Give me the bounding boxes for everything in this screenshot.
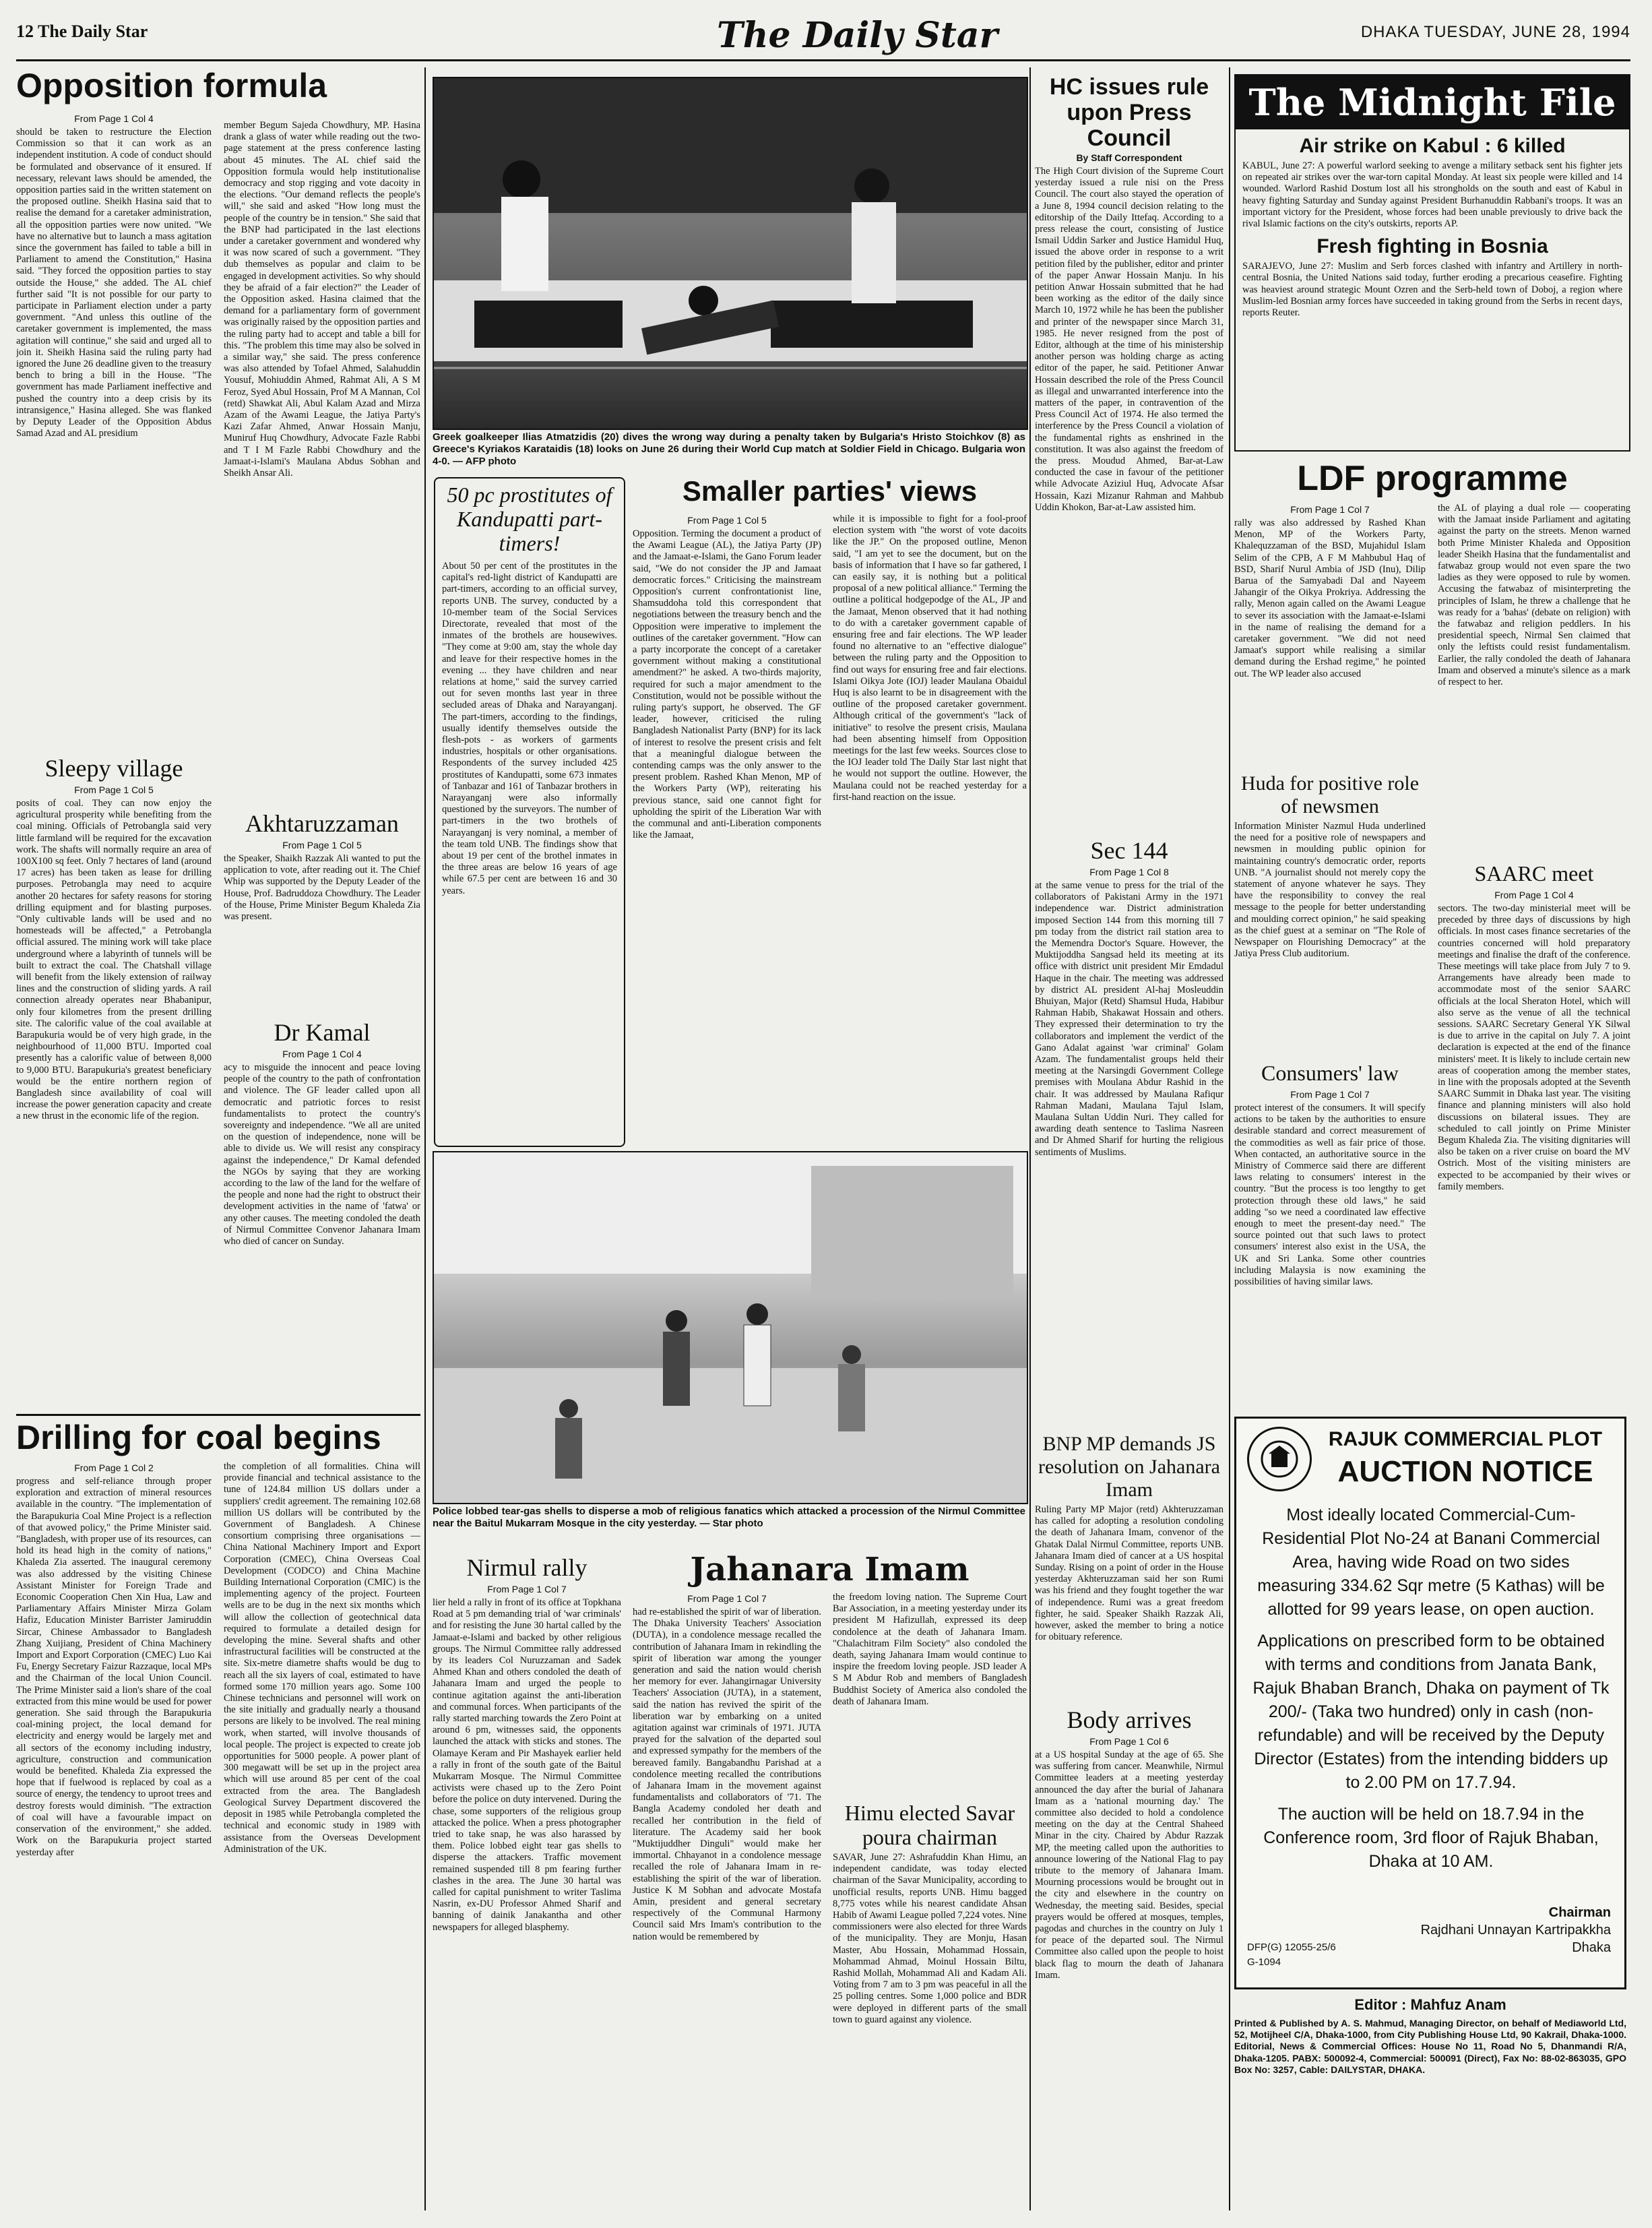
street-photo: [433, 1151, 1028, 1504]
ad-para3: The auction will be held on 18.7.94 in the Conference room, 3rd floor of Rajuk Bhaban, Dhaka at 10 AM.: [1263, 1805, 1599, 1871]
body-arrives-byline: From Page 1 Col 6: [1089, 1736, 1169, 1747]
body-arrives-headline: Body arrives: [1067, 1706, 1192, 1733]
ad-para2: Applications on prescribed form to be obtained with terms and conditions from Janata Bank, Rajuk Bhaban Branch, Dhaka on payment of Tk 200/- (Taka two hundred) only in cash (non-refundable) and will be received by the Deputy Director (Estates) from the intending bidders up to 2.00 PM on 17.7.94.: [1252, 1632, 1610, 1792]
ad-para1: Most ideally located Commercial-Cum-Residential Plot No-24 at Banani Commercial Area, having wide Road on two sides measuring 334.62 Sqr metre (5 Kathas) will be allotted for 99 years lease, on open auction.: [1257, 1506, 1605, 1619]
bnp-article: [1035, 1430, 1224, 1700]
smaller-col2: [833, 514, 1027, 1144]
consumers-headline: Consumers' law: [1261, 1061, 1399, 1085]
hc-text: The High Court division of the Supreme Court yesterday issued a rule nisi on the Press Council. The court also stayed the operation of a June 8, 1994 council decision relating to the editorship of the Daily Ittefaq. According to a press release the court, consisting of Justice Ismail Uddin Sarker and Justice Hamidul Huq, issued the above order in response to a writ petition filed by the publisher, editor and printer of the paper Anwar Hossain Manju. In his petition Anwar Hossain submitted that he had been working as the editor of the daily since March 10, 1972 while he has been the publisher and printer of the newspaper since March 31, 1985. He never resigned from the post of Editor, although at the time of his ministership another person was holding charge as acting editor of the paper, he said. Petitioner Anwar Hossain described the role of the Press Council as illegal and unwarranted interference into the matters of the paper, in contravention of the Press Council Act of 1974. He also termed the interference by the Press Council a violation of the fundamental rights as enshrined in the constitution. It was also against the freedom of the press. Moudud Ahmed, Bar-at-Law conducted the case in favour of the petitioner while Advocate Aziziul Huq, Advocate Afsar Hossain, Kazi Mizanur Rahman and Mahbub Uddin Khokon, Bar-at-Law assisted him.: [1035, 166, 1224, 513]
hc-headline: HC issues rule upon Press Council: [1049, 74, 1209, 151]
dr-kamal-article: [224, 1016, 420, 1407]
nirmul-byline: From Page 1 Col 7: [487, 1584, 567, 1595]
ldf-col1: [1234, 503, 1426, 766]
bnp-headline: BNP MP demands JS resolution on Jahanara Imam: [1038, 1433, 1220, 1501]
sec144-article: [1035, 834, 1224, 1427]
jahanara-byline: From Page 1 Col 7: [687, 1593, 767, 1604]
kabul-text: KABUL, June 27: A powerful warlord seeking to avenge a military setback sent his fighter jets on repeated air strikes over the war-torn capital Monday. At least six people were killed and 14 wounded. Warlord Rashid Dostum lost all his strongholds on the south and east of Kabul in heavy fighting Saturday and Sunday against President Burhanuddin Rabbani's troops. It was an important victory for the President, whose forces had been unable previously to drive back the rival Islamic factions on the city's outskirts, reports AP.: [1242, 160, 1622, 230]
imprint-text: Printed & Published by A. S. Mahmud, Managing Director, on behalf of Mediaworld Ltd, 52, Motijheel C/A, Dhaka-1000, from City Publishing House Ltd, 90 Kakrail, Dhaka-1000. Editorial, News & Commercial Offices: House No 11, Road No 5, Dhanmandi R/A, Dhaka-1205. PABX: 500092-4, Commercial: 500091 (Direct), Fax No: 88-02-863035, GPO Box No: 3257, Cable: DAILYSTAR, DHAKA.: [1234, 2018, 1626, 2075]
drilling-text-col2: the completion of all formalities. China will provide financial and technical assistance to the tune of 124.84 million US dollars under a suppliers' credit agreement. The remaining 102.68 million US dollars will be contributed by the Government of Bangladesh. A Chinese consortium comprising three organisations — China National Machinery Import and Export Corporation (CMEC), China Overseas Coal Development (CODCO) and China Machine Building International Corporation (CMIC) is the implementing agency of the project. Fourteen wells are to be dug in the next six months which will allow the collection of geotechnical data required to formulate a detailed design for developing the mine. Several shafts and other infrastructural facilities will be constructed at the site. Six-metre diametre shafts would be dug to reach all the six layers of coal, estimated to have formed some 170 million years ago. Some 100 Chinese technicians and personnel will work on the site initially and gradually nearly a thousand persons are likely to be involved. The real mining work, when started, will involve thousands of local people. The project is expected to create job opportunities for 5000 people. A power plant of 300 megawatt will be set up in the project area which will use around 85 per cent of the coal extracted from the area. The Bangladesh Geological Survey Department discovered the deposit in 1985 while Petrobangla completed the technical and economic study in 1989 with assistance from the Overseas Development Administration of the UK.: [224, 1461, 420, 1855]
newspaper-page: [16, 12, 1630, 2216]
opposition-col1: [16, 112, 212, 752]
column-rule: [1029, 67, 1031, 2210]
consumers-byline: From Page 1 Col 7: [1290, 1089, 1370, 1100]
jahanara-col1: [633, 1592, 821, 2212]
consumers-text: protect interest of the consumers. It will specify actions to be taken by the authorities to ensure desirable standard and correct measurement of the commodities as well as fair price of those. When contacted, an authoritative source in the Ministry of Commerce said there are different laws relating to consumers' interest in the country. "But the process is too lengthy to get protection through these old laws," he said adding "so we need a coordinated law effective enough to meet the present-day need." The source pointed out that such laws to protect consumers' interest also exist in the USA, the UK and Sri Lanka. Some other countries including Malaysia is now examining the possibilities of having similar laws.: [1234, 1103, 1426, 1288]
ad-body: [1252, 1504, 1610, 1874]
sleepy-village-article: [16, 752, 212, 1406]
masthead: [16, 12, 1630, 61]
sec144-headline: Sec 144: [1090, 837, 1168, 864]
ldf-col2: [1438, 503, 1630, 853]
page-number-left: 12 The Daily Star: [16, 22, 148, 41]
ldf-text-col1: rally was also addressed by Rashed Khan Menon, MP of the Workers Party, Khalequzzaman of the BSD, Mujahidul Islam Selim of the CPB, A F M Mahbubul Haq of BSD, Sharif Nurul Ambia of JSD (Inu), Dilip Barua of the Samyabadi Dal and Nayeem Jahangir of the Oikya Prokriya. Addressing the rally, Menon again called on the Awami League to sever its association with the Jamaat-e-Islami in the name of realising the demand for a caretaker government. "We did not need Jamaat's support while realising a similar demand during the Ershad regime," he pointed out. The WP leader also accused: [1234, 518, 1426, 679]
nirmul-article: [433, 1551, 621, 2212]
midnight-file-box: [1234, 74, 1630, 452]
saarc-article: [1438, 857, 1630, 1407]
smaller-headline: Smaller parties' views: [682, 477, 978, 507]
nirmul-headline: Nirmul rally: [466, 1554, 587, 1581]
drilling-headline-box: [16, 1419, 420, 1457]
ldf-byline: From Page 1 Col 7: [1290, 504, 1370, 515]
paper-title: The Daily Star: [717, 15, 998, 56]
ldf-headline-box: [1234, 460, 1630, 499]
huda-article: [1234, 770, 1426, 1053]
saarc-byline: From Page 1 Col 4: [1494, 890, 1574, 900]
opposition-text-col2: member Begum Sajeda Chowdhury, MP. Hasina drank a glass of water while reading out the two-page statement at the press conference lasting about 45 minutes. The AL chief said the Opposition formula would help institutionalise democracy and stop rigging and vote dacoity in the elections. "Our demand reflects the people's will," she said and asked "How long must the people of the country be in tension." She said that the BNP had participated in the last elections under a caretaker government and wondered why it was now scared of such a government. "They dub themselves as popular and claim to be engaged in development activities. So why should they be afraid of a fair election?" the Leader of the Opposition asked. Hasina claimed that the demand for a parliamentary form of government was originally raised by the opposition parties and the ruling party had to accept and table a bill for this. "The problem this time may also be solved in a similar way," she said. The press conference was also attended by Tofael Ahmed, Salahuddin Yousuf, Mohiuddin Ahmed, Rahmat Ali, A S M Feroz, Syed Abul Hossain, Prof M A Mannan, Col (retd) Shawkat Ali, Abul Kalam Azad and Mirza Azam of the Awami League, the Jatiya Party's Kazi Zafar Ahmed, Anwar Hossain Manju, Muniruf Huq Chowdhury, Advocate Fazle Rabbi and T I M Fazle Rabbi Chowdhury and the Jamaat-i-Islami's Maulana Abdus Sobhan and Sheikh Ansar Ali.: [224, 120, 420, 479]
dr-kamal-headline: Dr Kamal: [274, 1019, 371, 1046]
bosnia-headline: Fresh fighting in Bosnia: [1316, 235, 1548, 258]
drilling-byline: From Page 1 Col 2: [74, 1462, 154, 1473]
sleepy-village-byline: From Page 1 Col 5: [74, 784, 154, 795]
smaller-text-col1: Opposition. Terming the document a product of the Awami League (AL), the Jatiya Party (JP) and the Jamaat-e-Islami, the Gano Forum leader said, "We do not consider the JP and Jamaat democratic forces." Criticising the mainstream Opposition's current confrontationist line, Shamsuddoha told this correspondent that negotiations between the treasury bench and the Opposition were imperative to implement the outlines of the caretaker government. "How can a party incorporate the concept of a caretaker government without making a constitutional amendment?" he asked. A two-thirds majority, required for such a major amendment to the Constitution, would not be possible without the ruling party's support, he observed. The GF leader, however, criticised the ruling Bangladesh Nationalist Party (BNP) for its lack of interest to resolve the present crisis and felt that a meaningful dialogue between the contending camps was the only answer to the present problem. Rashed Khan Menon, MP of the Workers Party (WP), reiterating his previous stance, said one cannot fight for upholding the spirit of the Liberation War with the communal and anti-Liberation components like the Jamaat,: [633, 528, 821, 841]
saarc-text: sectors. The two-day ministerial meet will be preceded by three days of discussions by high officials. In most cases finance secretaries of the countries concerned will hold preparatory meetings and finalise the draft of the conference. These meetings will take place from July 7 to 9. Arrangements have already been made to accommodate most of the senior SAARC officials at the local Sheraton Hotel, which will also serve as the venue of all the technical sessions. SAARC Secretary General YK Silwal is due to arrive in the capital on July 7. A joint declaration is expected at the end of the finance ministers' meet. It is likely to include certain new areas of cooperation among the member states, in line with the proposals adopted at the Seventh SAARC Summit in Dhaka last year. The visiting finance and planning ministers will also hold discussions on bilateral issues. They are scheduled to call jointly on Prime Minister Begum Khaleda Zia. The visiting dignitaries will also be taken on a river cruise on board the MV Ostrich. Most of the visiting ministers are expected to be accompanied by their wives or family members.: [1438, 903, 1630, 1192]
opposition-headline-box: [16, 67, 420, 106]
prostitutes-article: [442, 483, 617, 1140]
body-arrives-article: [1035, 1704, 1224, 2212]
bosnia-text: SARAJEVO, June 27: Muslim and Serb forces clashed with infantry and Artillery in north-central Bosnia, the United Nations said today, further eroding a precarious ceasefire. Fighting was heaviest around strategic Mount Ozren and the Serb-held town of Doboj, a region where Muslim-led Bosnian army forces have succeeded in taking ground from the Serbs in recent days, reports Reuter.: [1242, 261, 1622, 319]
ldf-text-col2: the AL of playing a dual role — cooperating with the Jamaat inside Parliament and agitating against the party on the streets. Menon warned both Prime Minister Khaleda and Opposition leader Sheikh Hasina that the fundamentalist and fatwabaz group would not even spare the two ladies as they were opposed to rule by women. Accusing the fatwabaz of misinterpreting the principles of Islam, he threw a challenge that he was ready for a 'bahas' (debate on religion) with the fatwabaz and religion peddlers. In his presidential speech, Nirmal Sen claimed that only the leftists could resist fundamentalism. Earlier, the rally condoled the death of Jahanara Imam and observed a minute's silence as a mark of respect to her.: [1438, 503, 1630, 688]
nirmul-text: lier held a rally in front of its office at Topkhana Road at 5 pm demanding trial of 'war criminals' and for resisting the June 30 hartal called by the Jamaat-e-Islami and backed by other religious groups. The Nirmul Committee rally addressed by its leaders Col Nuruzzaman and Sadek Ahmed Khan and others condoled the death of Jahanara Imam and urged the people to continue agitation against the anti-liberation and communal forces. When participants of the rally started marching towards the Zero Point at around 6 pm, witnesses said, the opponents launched the attack with sticks and stones. The Olamaye Keram and Pir Mashayek earlier held a rally in front of the south gate of the Baitul Mukarram Mosque. The Nirmul Committee activists were chased up to the Zero Point before the police on duty intervened. During the chase, some supporters of the religious group attacked the police. When a press photographer tried to take snap, he was also harassed by them. Police lobbed eight tear gas shells to disperse the attackers. Traffic movement remained suspended till 8 pm fearing further clashes in the area. The June 30 hartal was called for capital punishment to writer Taslima Nasrin, ex-DU Professor Ahmed Sharif and banning of dainik Janakantha and other newspapers for alleged blasphemy.: [433, 1597, 621, 1933]
drilling-col2: [224, 1461, 420, 2209]
prostitutes-headline: 50 pc prostitutes of Kandupatti part-timers!: [447, 483, 612, 555]
street-photo-caption: Police lobbed tear-gas shells to disperse a mob of religious fanatics which attacked a procession of the Nirmul Committee near the Baitul Mukarram Mosque in the city yesterday. — Star photo: [433, 1506, 1025, 1529]
sleepy-village-headline: Sleepy village: [44, 755, 183, 782]
midnight-file-content: [1242, 135, 1622, 445]
jahanara-headline: Jahanara Imam: [690, 1551, 970, 1588]
imprint: [1234, 1996, 1626, 2212]
column-rule: [424, 67, 426, 2210]
prostitutes-box: [434, 477, 625, 1147]
hc-article: [1035, 74, 1224, 829]
opposition-headline: Opposition formula: [16, 67, 327, 104]
ldf-headline: LDF programme: [1297, 460, 1568, 498]
himu-article: [833, 1798, 1027, 2212]
street-photo-illustration: [434, 1152, 1027, 1503]
jahanara-text-col2: the freedom loving nation. The Supreme Court Bar Association, in a meeting yesterday under its president M Hafizullah, expressed its deep condolence at the death of Jahanara Imam. "Chalachitram Film Society" also condoled the death, saying Jahanara Imam would continue to inspire the freedom loving people. JSD leader A S M Abdur Rob and members of Bangladesh Buddhist Society of America also condoled the death of Jahanara Imam.: [833, 1592, 1027, 1707]
football-photo: [433, 77, 1028, 430]
jahanara-headline-box: [633, 1551, 1027, 1589]
dr-kamal-byline: From Page 1 Col 4: [282, 1049, 362, 1059]
sec144-byline: From Page 1 Col 8: [1089, 867, 1169, 877]
akhtaruzzaman-headline: Akhtaruzzaman: [245, 810, 399, 837]
consumers-article: [1234, 1057, 1426, 1407]
opposition-col2: [224, 120, 420, 801]
smaller-text-col2: while it is impossible to fight for a fool-proof election system with "the worst of vote dacoits like the JP." On the proposed outline, Menon said, "I am yet to see the document, but on the basis of information that I have so far gathered, I can easily say, it is nothing but a political proposal of a new political alliance." Terming the outline a political hodgepodge of the AL, JP and the Jamaat, Menon observed that it had nothing to do with a caretaker government capable of ensuring free and fair elections. The WP leader found no alternative to an "effective dialogue" between the ruling party and the Opposition to find out ways for ensuring free and fair elections. Islami Oikya Jote (IOJ) leader Maulana Obaidul Huq is also learnt to be in disagreement with the outline of the proposed caretaker government. Although critical of the government's "lack of initiative" to resolve the present crisis, Maulana had been absenting himself from Opposition meetings for the last few weeks. Sources close to the IOJ leader told The Daily Star last night that he would not support the outline. However, the Maulana could not be reached yesterday for a first-hand reaction on the issue.: [833, 514, 1027, 803]
jahanara-col2: [833, 1592, 1027, 1794]
ad-signature: Chairman Rajdhani Unnayan Kartripakkha Dhaka: [1420, 1905, 1611, 1955]
smaller-col1: [633, 514, 821, 1144]
opposition-text-col1: should be taken to restructure the Election Commission so that it can work as an independent institution. A code of conduct should be formulated and observance of it ensured. If necessary, relevant laws should be amended, the opposition parties said in the written statement on the proposed outline. Sheikh Hasina said that to realise the demand for a caretaker administration, all the opposition parties were now united. "We have no alternative but to launch a mass agitation since the government has failed to table a bill in Parliament to amend the Constitution," Hasina said. "They forced the opposition parties to stay outside the House," she added. The AL chief further said "It is not possible for our party to participate in Parliament election under a party government. "And unless this outline of the caretaker government is implemented, the mass agitation will continue," she said and urged all to join it. Sheikh Hasina said the ruling party had ignored the June 26 deadline given to the treasury bench to bring a bill in the House. "The government has made Parliament ineffective and pushed the country into a deep crisis by its intransigence," Hasina alleged. She was flanked by Deputy Leader of the Opposition Abdus Samad Azad and AL presidium: [16, 127, 212, 439]
jahanara-text-col1: had re-established the spirit of war of liberation. The Dhaka University Teachers' Association (DUTA), in a condolence message recalled the contribution of Jahanara Imam in rekindling the spirit of liberation war among the younger generation and said the nation would cherish her memory for ever. Jahangirnagar University Teachers' Association (JUTA), in a statement, said the nation has revived the spirit of the liberation war by embarking on a united agitation against war criminals of 1971. JUTA prayed for the salvation of the departed soul and expressed sympathy for the members of the bereaved family. Bangabandhu Parishad at a condolence meeting recalled the contributions of Jahanara Imam in the movement against fundamentalists and collaborators of '71. The Bangla Academy condoled her death and recalled her contribution in the field of literature. The Academy said her book "Muktijuddher Dinguli" would make her immortal. Chhayanot in a condolence message recalled the role of Jahanara Imam in re-establishing the spirit of the war of liberation. Justice K M Sobhan and advocate Mostafa Amin, president and general secretary respectively of the Communal Harmony Council said Mrs Imam's contribution to the nation would be remembered by: [633, 1607, 821, 1942]
kabul-headline: Air strike on Kabul : 6 killed: [1299, 135, 1566, 157]
huda-headline: Huda for positive role of newsmen: [1240, 772, 1420, 817]
akhtaruzzaman-byline: From Page 1 Col 5: [282, 840, 362, 850]
dr-kamal-text: acy to misguide the innocent and peace loving people of the country to the path of confrontation and violence. The GF leader called upon all democratic and patriotic forces to resist fundamentalists to protect the country's sovereignty and independence. "We all are united on the question of independence, none will be able to divide us. We will resist any conspiracy against the independence," Dr Kamal defended the NGOs by saying that they are working according to the law of the land for the welfare of the people and none had the right to obstruct their development activities in the name of 'fatwa' or any other causes. The meeting condoled the death of Nirmul Committee Convenor Jahanara Imam who died of cancer on Sunday.: [224, 1062, 420, 1247]
football-photo-illustration: [434, 78, 1027, 429]
saarc-headline: SAARC meet: [1474, 861, 1594, 886]
midnight-file-title: The Midnight File: [1236, 75, 1629, 129]
bnp-text: Ruling Party MP Major (retd) Akhteruzzaman has called for adopting a resolution condoling the death of Jahanara Imam, convenor of the Ghatak Dalal Nirmul Committee, reports UNB. Jahanara Imam died of cancer at a US hospital Sunday. Rising on a point of order in the House yesterday Akhteruzzaman said her son Rumi was his friend and they fought together the war of independence. Rumi was a great freedom fighter, he said. Speaker Shaikh Razzak Ali, however, asked the member to bring a notice for obituary reference.: [1035, 1504, 1224, 1643]
himu-text: SAVAR, June 27: Ashrafuddin Khan Himu, an independent candidate, was today elected chairman of the Savar Municipality, according to unofficial results, reports UNB. Himu bagged 8,775 votes while his nearest candidate Ahsan Habib of Awami League polled 7,224 votes. Nine commissioners were also elected for three Wards of the municipality. They are Monju, Hasan Master, Abu Hossain, Mohammad Hossain, Mohammad Ahmad, Moinul Hossain Biltu, Rashid Mollah, Mohammad Ali and Kadam Ali. Voting from 7 am to 3 pm was peaceful in all the 25 polling centres. Some 1,000 police and BDR were deployed in different parts of the small town to guard against any violence.: [833, 1852, 1027, 2025]
hc-byline: By Staff Correspondent: [1076, 152, 1182, 163]
huda-text: Information Minister Nazmul Huda underlined the need for a positive role of newspapers and newsmen in moulding public opinion for maintaining country's democratic order, reports UNB. "A journalist should not merely copy the statement of anyone whatever he says. They have the responsibility to convey the real message to the people for better understanding and moulding correct opinion," he said speaking as the chief guest at a seminar on "The Role of Newspaper on Flourishing Democracy" at the Jatiya Press Club auditorium.: [1234, 821, 1426, 960]
dateline: DHAKA TUESDAY, JUNE 28, 1994: [1360, 23, 1630, 41]
imprint-editor: Editor : Mahfuz Anam: [1354, 1996, 1506, 2013]
column-rule: [1229, 67, 1230, 2210]
sec144-text: at the same venue to press for the trial of the collaborators of Pakistani Army in the 1971 independence war. District administration imposed Section 144 from this morning till 7 pm today from the district rail station area to the Memendra Doctor's Square. However, the Muktijoddha Sangsad held its meeting at its office with district unit president Mir Emdadul Haque in the chair. The meeting was addressed by district AL president Al-haj Mosleuddin Bhuiyan, Major (Retd) Shamsul Huda, Habibur Rahman Habib, Shakawat Hossain and others. They expressed their determination to try the collaborators and implement the verdict of the Gano Adalat against 'war criminal' Golam Azam. The fundamentalist groups held their meeting at the Narsingdi Government College premises with Moulana Abdur Rashid in the chair. It was addressed by Maulana Rafiqur Rahman Madani, Maulana Tajul Islam, Maulana Sultan Uddin Nuri. They called for awarding death sentence to Taslima Nasreen and Dr Ahmed Sharif for hurting the religious sentiments of Muslims.: [1035, 880, 1224, 1158]
drilling-headline: Drilling for coal begins: [16, 1419, 381, 1456]
football-photo-caption: Greek goalkeeper Ilias Atmatzidis (20) dives the wrong way during a penalty taken by Bulgaria's Hristo Stoichkov (8) as Greece's Kyriakos Karataidis (18) looks on June 26 during their World Cup match at Soldier Field in Chicago. Bulgaria won 4-0. — AFP photo: [433, 431, 1025, 467]
smaller-headline-box: [633, 477, 1027, 511]
rajuk-ad: [1234, 1417, 1626, 1989]
drilling-text-col1: progress and self-reliance through proper exploration and extraction of mineral resources available in the country. "The implementation of the Barapukuria Coal Mine Project is a reflection of that avowed policy," the Prime Minister said. "Bangladesh, with proper use of its resources, can hold its head high in the comity of nations," Khaleda Zia asserted. The inaugural ceremony was also addressed by the visiting Chinese Assistant Minister for Foreign Trade and Economic Cooperation Chen Xin Hua, Law and Parliamentary Affairs Minister Mirza Golam Hafiz, Education Minister Barrister Jamiruddin Sircar, Chinese Ambassador to Bangladesh Zhang Xuijiang, President of China Machinery Import and Export Corporation (CMEC) Luo Kai Fu, Energy Secretary Faizur Razzaque, local MPs and the Chairman of the local Union Council. The Prime Minister said a lion's share of the coal extracted from this mine would be used for power generation. She said through the Barapukuria coal-mining project, the local demand for electricity and energy would be largely met and all sectors of the economy including industry, agriculture, construction and communication would be benefited. Khaleda Zia expressed the hope that if fuelwood is replaced by coal as a source of energy, the tendency to uproot trees and destroy forests would diminish. "The extraction of coal will have a favourable impact on conservation of the environment," she added. Work on the Barapukuria project started yesterday after: [16, 1476, 212, 1858]
ad-title-line1: RAJUK COMMERCIAL PLOT: [1328, 1428, 1603, 1450]
akhtaruzzaman-article: [224, 807, 420, 1010]
sleepy-village-text: posits of coal. They can now enjoy the agricultural prosperity while benefiting from the coal mining. Officials of Petrobangla said very little farmland will be required for the excavation work. The shafts will normally require an area of 100X100 sq feet. Only 7 hectares of land (around 17 acres) has been taken as lease for drilling purposes. Petrobangla may need to acquire another 20 hectares for safety reasons for storing drilling equipment and for blasting purposes. "Only cultivable lands will be used and no homesteads will be affected," a Petrobangla official assured. The mining work will take place underground where a labyrinth of tunnels will be built to extract the coal. The Chatshall village will benefit from the likely extension of railway lines and the construction of sliding yards. A rail connection already operates near Bhabanipur, only four kilometres from the present drilling site. The calorific value of the coal available at Barapukuria would be of very high grade, in the neighbourhood of 11,000 BTU. Imported coal presently has a calorific value of between 8,000 to 9,000 BTU. Barapukuria's greatest beneficiary would be the entire northern region of Bangladesh since availability of coal will increase the power generation capacity and create a new thrust in the economic life of the region.: [16, 798, 212, 1122]
akhtaruzzaman-text: the Speaker, Shaikh Razzak Ali wanted to put the application to vote, after reading out it. The Chief Whip was supported by the Deputy Leader of the House, Prof. Badruddoza Chowdhury. The Leader of the House, Prime Minister Begum Khaleda Zia was present.: [224, 853, 420, 923]
drilling-col1: [16, 1461, 212, 2209]
body-arrives-text: at a US hospital Sunday at the age of 65. She was suffering from cancer. Meanwhile, Nirmul Committee leaders at a meeting yesterday announced the day after the burial of Jahanara Imam as a 'national mourning day.' The committee also decided to hold a condolence meeting on the day at the Central Shaheed Minar in the city. Chaired by Abdur Razzak MP, the meeting called upon the authorities to announce lowering of the National Flag to pay tribute to the memory of Jahanara Imam. Mourning processions would be brought out in the city and elsewhere in the country on Wednesday, the meeting said. Besides, special prayers would be offered at mosques, temples, pagodas and churches in the country on July 1 for peace of the departed soul. The Nirmul Committee also called upon the people to hoist black flag to mourn the death of Jahanara Imam.: [1035, 1750, 1224, 1981]
smaller-byline: From Page 1 Col 5: [687, 515, 767, 526]
opposition-byline: From Page 1 Col 4: [74, 113, 154, 124]
ad-title-line2: AUCTION NOTICE: [1337, 1455, 1593, 1488]
prostitutes-text: About 50 per cent of the prostitutes in the capital's red-light district of Kandupatti are part-timers, according to an official survey, reports UNB. The survey, conducted by a 10-member team of the Social Services Directorate, revealed that most of the inmates of the brothels are housewives. "They come at 9:00 am, stay the whole day and leave for their respective homes in the evening ... they have children and near relations at home," said the survey carried out for seven months last year in three secluded areas of Dhaka and Narayanganj. The part-timers, according to the findings, usually identify themselves outside the flesh-pots - as workers of garments industries, hospitals or other organisations. Respondents of the survey included 425 prostitutes of Kandupatti, some 673 inmates of Tanbazar and 161 of Tanbazar brothers in Narayanganj were also informally questioned by the surveyors. The number of part-timers in the two brothels of Narayanganj is very nominal, a member of the team told UNB. The findings show that about 19 per cent of the brothel inmates in the three areas are below 16 years of age while 67.5 per cent are between 16 and 30 years.: [442, 561, 617, 896]
divider: [16, 1414, 420, 1416]
ad-codes: DFP(G) 12055-25/6 G-1094: [1247, 1942, 1336, 1968]
rajuk-seal-icon: [1247, 1427, 1312, 1491]
himu-headline: Himu elected Savar poura chairman: [844, 1801, 1015, 1849]
